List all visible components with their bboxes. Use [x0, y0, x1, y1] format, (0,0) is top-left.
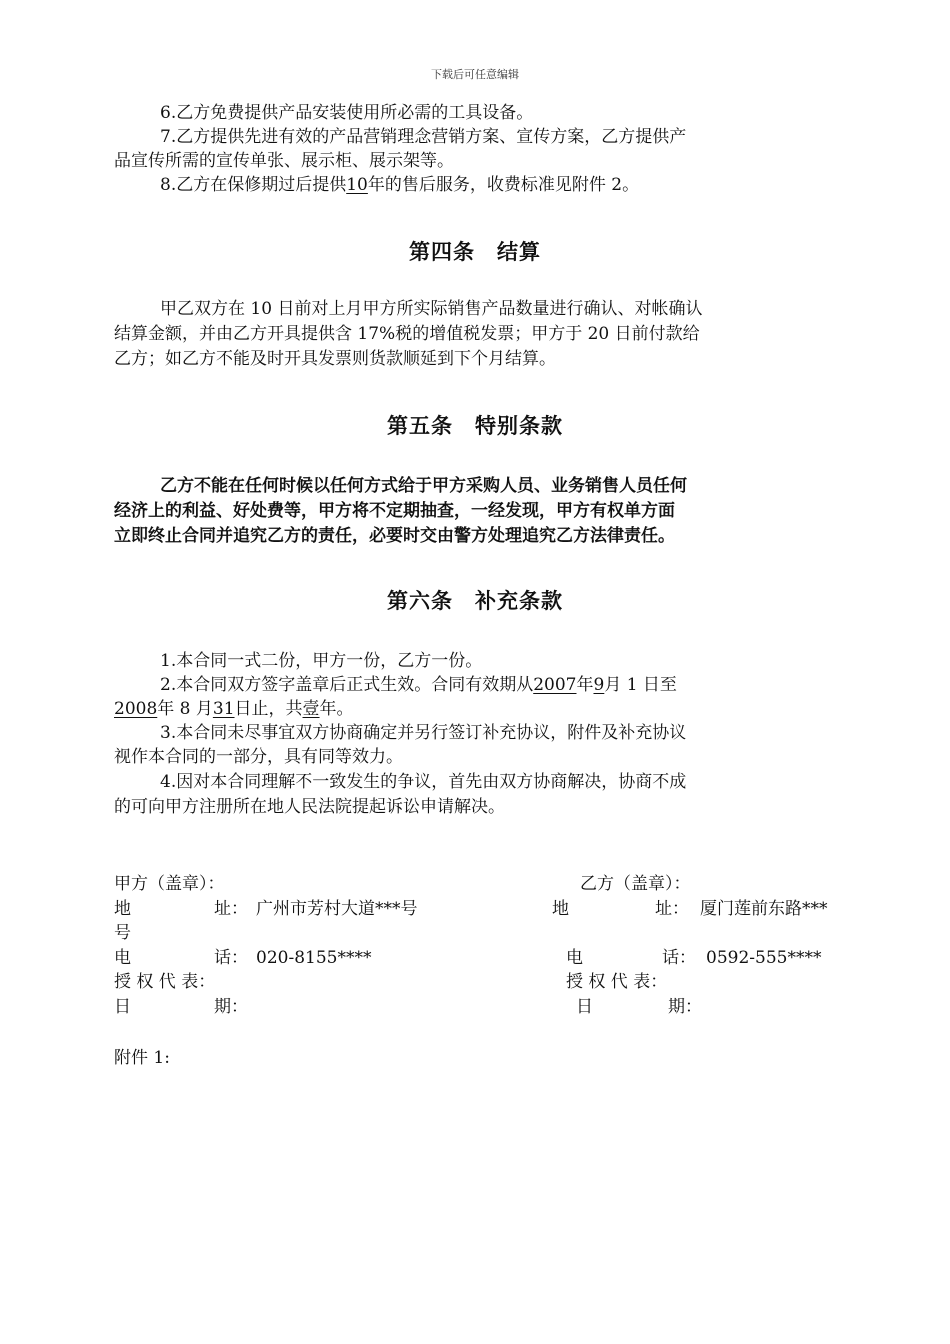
party-b-seal-label: 乙方（盖章）：	[580, 874, 691, 894]
article6-item1: 1.本合同一式二份，甲方一份，乙方一份。	[160, 651, 483, 671]
party-a-phone-label-1: 电	[114, 948, 131, 968]
end-year: 2008	[114, 699, 158, 719]
clause-item-8	[160, 173, 910, 197]
article6-item2-line2	[114, 697, 864, 721]
attachment-label: 附件 1:	[114, 1048, 170, 1068]
party-b-address-wrap: 号	[114, 923, 131, 943]
article5-title: 第五条 特别条款	[387, 413, 563, 438]
party-a-address-label-2: 址：	[214, 899, 248, 919]
party-b-date-label-2: 期：	[668, 997, 702, 1017]
party-b-phone-label-2: 话：	[662, 948, 696, 968]
item2-text-e: 日止，共	[234, 699, 303, 719]
party-b-address-label-2: 址：	[655, 899, 689, 919]
clause-item-7-line2: 品宣传所需的宣传单张、展示柜、展示架等。	[114, 151, 454, 171]
contract-term: 壹	[302, 699, 320, 719]
article6-item4-line2: 的可向甲方注册所在地人民法院提起诉讼申请解决。	[114, 797, 505, 817]
clause-item-8-pre: 8.乙方在保修期过后提供	[160, 175, 347, 195]
end-day: 31	[212, 699, 235, 719]
party-a-phone-label-2: 话：	[214, 948, 248, 968]
clause-item-7-line1: 7.乙方提供先进有效的产品营销理念营销方案、宣传方案，乙方提供产	[160, 127, 687, 147]
start-year: 2007	[533, 675, 577, 695]
party-a-seal-label: 甲方（盖章）：	[114, 874, 225, 894]
party-b-date-label-1: 日	[576, 997, 593, 1017]
article4-line3: 乙方；如乙方不能及时开具发票则货款顺延到下个月结算。	[114, 349, 556, 369]
party-b-rep-label: 授 权 代 表：	[566, 972, 668, 992]
article4-line2: 结算金额，并由乙方开具提供含 17%税的增值税发票；甲方于 20 日前付款给	[114, 324, 700, 344]
article6-item4-line1: 4.因对本合同理解不一致发生的争议，首先由双方协商解决，协商不成	[160, 772, 687, 792]
party-b-address: 厦门莲前东路***	[700, 899, 828, 919]
article6-item2-line1	[160, 673, 910, 697]
party-a-date-label-2: 期：	[214, 997, 248, 1017]
party-a-address: 广州市芳村大道***号	[256, 899, 418, 919]
party-a-date-label-1: 日	[114, 997, 131, 1017]
article6-item3-line2: 视作本合同的一部分，具有同等效力。	[114, 747, 403, 767]
clause-item-6: 6.乙方免费提供产品安装使用所必需的工具设备。	[160, 103, 534, 123]
party-b-phone-label-1: 电	[566, 948, 583, 968]
clause-item-8-post: 年的售后服务，收费标准见附件 2。	[367, 175, 640, 195]
article4-title: 第四条 结算	[409, 239, 541, 264]
article5-line3: 立即终止合同并追究乙方的责任，必要时交由警方处理追究乙方法律责任。	[114, 526, 675, 546]
party-a-phone: 020-8155****	[256, 948, 372, 968]
item2-text-b: 年	[576, 675, 594, 695]
party-a-address-label-1: 地	[114, 899, 131, 919]
party-b-phone: 0592-555****	[706, 948, 822, 968]
item2-text-a: 2.本合同双方签字盖章后正式生效。合同有效期从	[160, 675, 534, 695]
article4-line1: 甲乙双方在 10 日前对上月甲方所实际销售产品数量进行确认、对帐确认	[160, 299, 703, 319]
item2-text-d: 年 8 月	[157, 699, 213, 719]
service-years: 10	[346, 175, 368, 195]
header-note: 下载后可任意编辑	[431, 68, 519, 81]
start-month: 9	[593, 675, 605, 695]
item2-text-c: 月 1 日至	[604, 675, 677, 695]
party-a-rep-label: 授 权 代 表：	[114, 972, 216, 992]
article5-line1: 乙方不能在任何时候以任何方式给于甲方采购人员、业务销售人员任何	[160, 476, 687, 496]
article6-item3-line1: 3.本合同未尽事宜双方协商确定并另行签订补充协议，附件及补充协议	[160, 723, 687, 743]
party-b-address-label-1: 地	[552, 899, 569, 919]
article6-title: 第六条 补充条款	[387, 588, 563, 613]
item2-text-f: 年。	[319, 699, 354, 719]
article5-line2: 经济上的利益、好处费等，甲方将不定期抽查，一经发现，甲方有权单方面	[114, 501, 675, 521]
